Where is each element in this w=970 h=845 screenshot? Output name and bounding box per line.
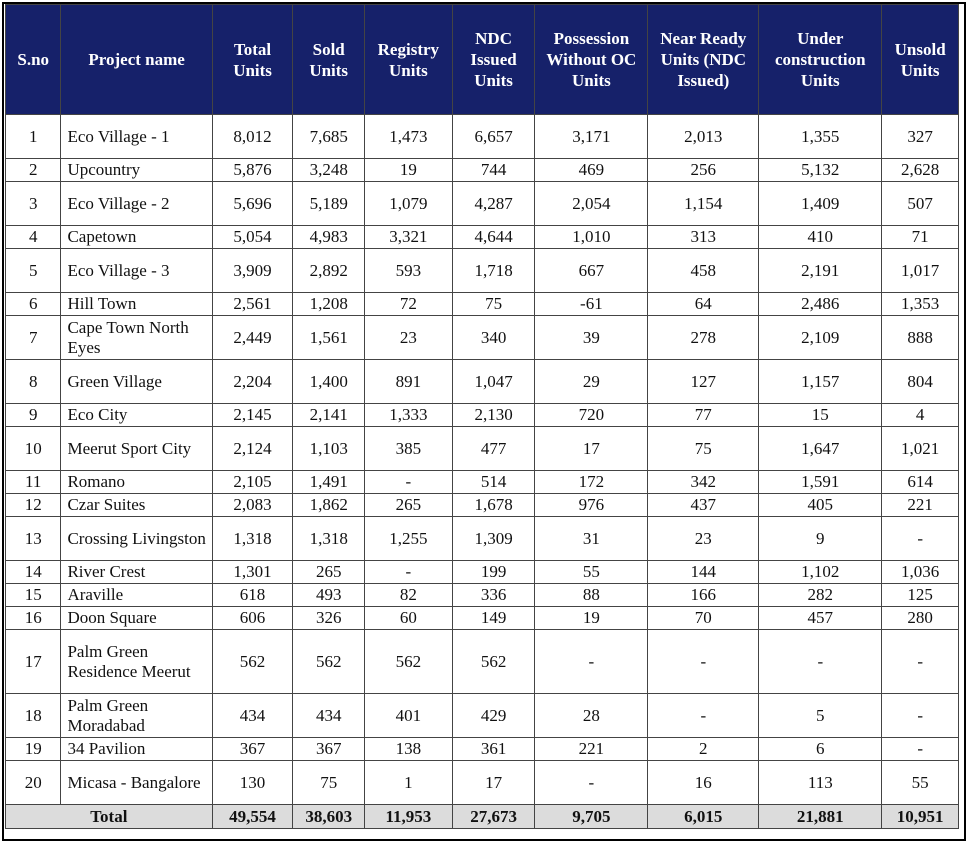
table-row <box>6 561 959 584</box>
header-unsold-units: Unsold Units <box>882 5 959 115</box>
value-cell: 437 <box>648 494 759 517</box>
project-name-cell: Romano <box>61 471 212 494</box>
value-cell: 1,255 <box>364 517 452 561</box>
value-cell: 4 <box>882 404 959 427</box>
value-cell: 1,017 <box>882 249 959 293</box>
value-cell: 477 <box>452 427 535 471</box>
project-name-cell: Palm Green Moradabad <box>61 694 212 738</box>
value-cell: 976 <box>535 494 648 517</box>
value-cell: 1,561 <box>293 316 365 360</box>
value-cell: 138 <box>364 738 452 761</box>
value-cell: 113 <box>759 761 882 805</box>
table-row <box>6 738 959 761</box>
row-number: 8 <box>6 360 61 404</box>
value-cell: 2,892 <box>293 249 365 293</box>
table-row <box>6 226 959 249</box>
value-cell: 55 <box>535 561 648 584</box>
value-cell: -61 <box>535 293 648 316</box>
value-cell: 2 <box>648 738 759 761</box>
table-row <box>6 517 959 561</box>
value-cell: 23 <box>648 517 759 561</box>
value-cell: 5 <box>759 694 882 738</box>
row-number: 9 <box>6 404 61 427</box>
project-name-cell: Eco Village - 2 <box>61 182 212 226</box>
value-cell: 2,109 <box>759 316 882 360</box>
project-name-cell: 34 Pavilion <box>61 738 212 761</box>
value-cell: 1,400 <box>293 360 365 404</box>
value-cell: 1,047 <box>452 360 535 404</box>
header-total-units: Total Units <box>212 5 293 115</box>
value-cell: 75 <box>452 293 535 316</box>
value-cell: 2,628 <box>882 159 959 182</box>
row-number: 2 <box>6 159 61 182</box>
value-cell: 667 <box>535 249 648 293</box>
value-cell: 1,309 <box>452 517 535 561</box>
value-cell: 1,103 <box>293 427 365 471</box>
value-cell: 7,685 <box>293 115 365 159</box>
table-row <box>6 115 959 159</box>
value-cell: - <box>882 630 959 694</box>
header-registry-units: Registry Units <box>364 5 452 115</box>
project-name-cell: Eco City <box>61 404 212 427</box>
value-cell: 2,561 <box>212 293 293 316</box>
value-cell: 434 <box>212 694 293 738</box>
value-cell: 282 <box>759 584 882 607</box>
value-cell: - <box>648 694 759 738</box>
value-cell: 265 <box>293 561 365 584</box>
value-cell: 744 <box>452 159 535 182</box>
row-number: 18 <box>6 694 61 738</box>
header-row <box>6 5 959 115</box>
value-cell: 514 <box>452 471 535 494</box>
value-cell: 367 <box>293 738 365 761</box>
total-cell: 11,953 <box>364 805 452 829</box>
value-cell: 1,353 <box>882 293 959 316</box>
value-cell: 562 <box>293 630 365 694</box>
row-number: 4 <box>6 226 61 249</box>
value-cell: 336 <box>452 584 535 607</box>
value-cell: - <box>535 630 648 694</box>
value-cell: 1,355 <box>759 115 882 159</box>
value-cell: 64 <box>648 293 759 316</box>
table-row <box>6 360 959 404</box>
value-cell: 88 <box>535 584 648 607</box>
table-row <box>6 761 959 805</box>
value-cell: 221 <box>535 738 648 761</box>
project-name-cell: Upcountry <box>61 159 212 182</box>
row-number: 17 <box>6 630 61 694</box>
table-row <box>6 607 959 630</box>
table-row <box>6 471 959 494</box>
value-cell: 1,491 <box>293 471 365 494</box>
value-cell: 8,012 <box>212 115 293 159</box>
value-cell: 4,287 <box>452 182 535 226</box>
value-cell: 3,248 <box>293 159 365 182</box>
value-cell: 507 <box>882 182 959 226</box>
value-cell: 804 <box>882 360 959 404</box>
value-cell: 265 <box>364 494 452 517</box>
value-cell: 562 <box>212 630 293 694</box>
value-cell: 1,647 <box>759 427 882 471</box>
value-cell: 469 <box>535 159 648 182</box>
value-cell: 5,876 <box>212 159 293 182</box>
table-row <box>6 630 959 694</box>
value-cell: 278 <box>648 316 759 360</box>
value-cell: 5,054 <box>212 226 293 249</box>
value-cell: - <box>882 517 959 561</box>
header-under-construction: Under construction Units <box>759 5 882 115</box>
value-cell: 1,591 <box>759 471 882 494</box>
value-cell: 2,105 <box>212 471 293 494</box>
value-cell: 71 <box>882 226 959 249</box>
value-cell: 144 <box>648 561 759 584</box>
value-cell: 457 <box>759 607 882 630</box>
value-cell: 434 <box>293 694 365 738</box>
value-cell: 1,021 <box>882 427 959 471</box>
value-cell: 19 <box>364 159 452 182</box>
value-cell: 82 <box>364 584 452 607</box>
table-footer <box>6 805 959 829</box>
value-cell: 1 <box>364 761 452 805</box>
value-cell: 4,983 <box>293 226 365 249</box>
value-cell: 2,083 <box>212 494 293 517</box>
value-cell: 1,678 <box>452 494 535 517</box>
value-cell: 361 <box>452 738 535 761</box>
value-cell: 5,189 <box>293 182 365 226</box>
value-cell: 55 <box>882 761 959 805</box>
value-cell: 39 <box>535 316 648 360</box>
value-cell: 1,079 <box>364 182 452 226</box>
table-row <box>6 159 959 182</box>
value-cell: 172 <box>535 471 648 494</box>
value-cell: 60 <box>364 607 452 630</box>
value-cell: - <box>882 694 959 738</box>
value-cell: 72 <box>364 293 452 316</box>
project-name-cell: Green Village <box>61 360 212 404</box>
value-cell: 149 <box>452 607 535 630</box>
value-cell: 77 <box>648 404 759 427</box>
table-row <box>6 584 959 607</box>
value-cell: 618 <box>212 584 293 607</box>
value-cell: 125 <box>882 584 959 607</box>
total-cell: 6,015 <box>648 805 759 829</box>
value-cell: 327 <box>882 115 959 159</box>
value-cell: 1,409 <box>759 182 882 226</box>
row-number: 11 <box>6 471 61 494</box>
value-cell: - <box>364 471 452 494</box>
total-cell: 10,951 <box>882 805 959 829</box>
value-cell: 9 <box>759 517 882 561</box>
total-row <box>6 805 959 829</box>
value-cell: - <box>364 561 452 584</box>
total-label: Total <box>6 805 213 829</box>
value-cell: 29 <box>535 360 648 404</box>
value-cell: 1,010 <box>535 226 648 249</box>
total-cell: 38,603 <box>293 805 365 829</box>
value-cell: 410 <box>759 226 882 249</box>
value-cell: 256 <box>648 159 759 182</box>
header-near-ready-units: Near Ready Units (NDC Issued) <box>648 5 759 115</box>
value-cell: 1,473 <box>364 115 452 159</box>
value-cell: 593 <box>364 249 452 293</box>
project-name-cell: Eco Village - 1 <box>61 115 212 159</box>
value-cell: 385 <box>364 427 452 471</box>
row-number: 5 <box>6 249 61 293</box>
row-number: 15 <box>6 584 61 607</box>
value-cell: 405 <box>759 494 882 517</box>
value-cell: 340 <box>452 316 535 360</box>
value-cell: 2,124 <box>212 427 293 471</box>
value-cell: 28 <box>535 694 648 738</box>
row-number: 3 <box>6 182 61 226</box>
row-number: 14 <box>6 561 61 584</box>
row-number: 7 <box>6 316 61 360</box>
value-cell: 16 <box>648 761 759 805</box>
table-row <box>6 182 959 226</box>
value-cell: 130 <box>212 761 293 805</box>
value-cell: 166 <box>648 584 759 607</box>
value-cell: 2,191 <box>759 249 882 293</box>
table-row <box>6 249 959 293</box>
project-name-cell: Cape Town North Eyes <box>61 316 212 360</box>
value-cell: 31 <box>535 517 648 561</box>
value-cell: 562 <box>452 630 535 694</box>
value-cell: 1,318 <box>293 517 365 561</box>
value-cell: 2,145 <box>212 404 293 427</box>
header-ndc-issued-units: NDC Issued Units <box>452 5 535 115</box>
project-name-cell: Doon Square <box>61 607 212 630</box>
value-cell: 493 <box>293 584 365 607</box>
value-cell: 5,132 <box>759 159 882 182</box>
total-cell: 49,554 <box>212 805 293 829</box>
project-name-cell: River Crest <box>61 561 212 584</box>
total-cell: 27,673 <box>452 805 535 829</box>
project-name-cell: Hill Town <box>61 293 212 316</box>
value-cell: 2,130 <box>452 404 535 427</box>
value-cell: 888 <box>882 316 959 360</box>
value-cell: 2,141 <box>293 404 365 427</box>
value-cell: 3,321 <box>364 226 452 249</box>
value-cell: 1,862 <box>293 494 365 517</box>
value-cell: 70 <box>648 607 759 630</box>
row-number: 1 <box>6 115 61 159</box>
value-cell: 5,696 <box>212 182 293 226</box>
value-cell: 342 <box>648 471 759 494</box>
row-number: 6 <box>6 293 61 316</box>
value-cell: 1,154 <box>648 182 759 226</box>
value-cell: - <box>535 761 648 805</box>
value-cell: 280 <box>882 607 959 630</box>
value-cell: 2,204 <box>212 360 293 404</box>
project-name-cell: Crossing Livingston <box>61 517 212 561</box>
value-cell: 4,644 <box>452 226 535 249</box>
value-cell: 1,301 <box>212 561 293 584</box>
project-name-cell: Micasa - Bangalore <box>61 761 212 805</box>
value-cell: 1,102 <box>759 561 882 584</box>
value-cell: 75 <box>293 761 365 805</box>
value-cell: 2,486 <box>759 293 882 316</box>
value-cell: 720 <box>535 404 648 427</box>
value-cell: 17 <box>535 427 648 471</box>
project-name-cell: Araville <box>61 584 212 607</box>
value-cell: - <box>882 738 959 761</box>
value-cell: 19 <box>535 607 648 630</box>
value-cell: 6,657 <box>452 115 535 159</box>
value-cell: 2,449 <box>212 316 293 360</box>
table-row <box>6 427 959 471</box>
value-cell: 313 <box>648 226 759 249</box>
project-name-cell: Capetown <box>61 226 212 249</box>
project-name-cell: Czar Suites <box>61 494 212 517</box>
units-table <box>5 4 959 829</box>
row-number: 16 <box>6 607 61 630</box>
table-header <box>6 5 959 115</box>
value-cell: 367 <box>212 738 293 761</box>
value-cell: 1,718 <box>452 249 535 293</box>
value-cell: 2,054 <box>535 182 648 226</box>
table-row <box>6 293 959 316</box>
value-cell: 75 <box>648 427 759 471</box>
row-number: 12 <box>6 494 61 517</box>
value-cell: - <box>648 630 759 694</box>
value-cell: 614 <box>882 471 959 494</box>
value-cell: 3,171 <box>535 115 648 159</box>
value-cell: 429 <box>452 694 535 738</box>
value-cell: 2,013 <box>648 115 759 159</box>
total-cell: 21,881 <box>759 805 882 829</box>
project-name-cell: Eco Village - 3 <box>61 249 212 293</box>
table-row <box>6 316 959 360</box>
project-name-cell: Palm Green Residence Meerut <box>61 630 212 694</box>
row-number: 19 <box>6 738 61 761</box>
table-row <box>6 694 959 738</box>
value-cell: 127 <box>648 360 759 404</box>
total-cell: 9,705 <box>535 805 648 829</box>
value-cell: - <box>759 630 882 694</box>
value-cell: 891 <box>364 360 452 404</box>
row-number: 20 <box>6 761 61 805</box>
header-possession-without-oc: Possession Without OC Units <box>535 5 648 115</box>
value-cell: 6 <box>759 738 882 761</box>
value-cell: 458 <box>648 249 759 293</box>
table-row <box>6 494 959 517</box>
row-number: 13 <box>6 517 61 561</box>
value-cell: 17 <box>452 761 535 805</box>
project-name-cell: Meerut Sport City <box>61 427 212 471</box>
value-cell: 401 <box>364 694 452 738</box>
value-cell: 221 <box>882 494 959 517</box>
value-cell: 15 <box>759 404 882 427</box>
value-cell: 1,208 <box>293 293 365 316</box>
table-row <box>6 404 959 427</box>
value-cell: 199 <box>452 561 535 584</box>
header-sno: S.no <box>6 5 61 115</box>
table-body <box>6 115 959 805</box>
value-cell: 562 <box>364 630 452 694</box>
value-cell: 23 <box>364 316 452 360</box>
row-number: 10 <box>6 427 61 471</box>
value-cell: 1,318 <box>212 517 293 561</box>
value-cell: 3,909 <box>212 249 293 293</box>
value-cell: 1,333 <box>364 404 452 427</box>
header-project-name: Project name <box>61 5 212 115</box>
value-cell: 1,036 <box>882 561 959 584</box>
value-cell: 1,157 <box>759 360 882 404</box>
value-cell: 606 <box>212 607 293 630</box>
value-cell: 326 <box>293 607 365 630</box>
header-sold-units: Sold Units <box>293 5 365 115</box>
